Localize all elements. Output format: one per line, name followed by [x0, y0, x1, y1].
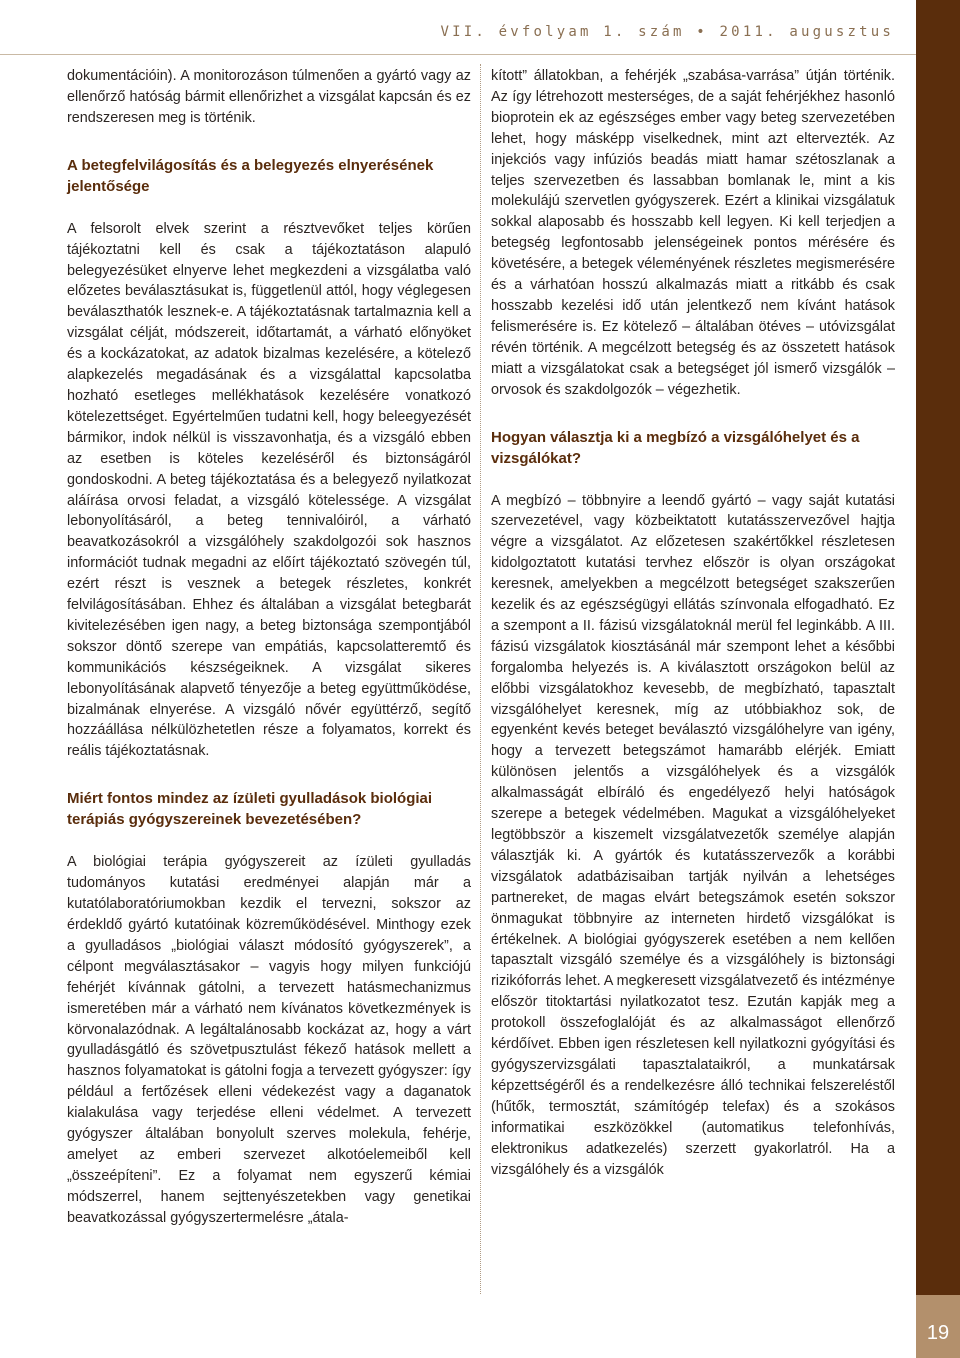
site-selection-paragraph: A megbízó – többnyire a leendő gyártó – vagy saját kutatási szervezetével, vagy közbeiktatott kutatásszervezővel hajtja végre a vizsgálatot. Az előzetesen szakértőkkel részletesen kidolgoztatott kutatási tervhez először is olyan országokat keresnek, amelyekben a megcélzott betegséget szakszerűen kezelik és az egészségügyi ellátás színvonala elfogadható. Ez a szempont a II. fázisú vizsgálatoknál merül fel leginkább. A III. fázisú vizsgálatok kiosztásánál már szempont lehet a későbbi forgalomba helyezés is. A kiválasztott országokon belül az előbbi vizsgálatokhoz kevesebb, de megbízható, tapasztalt vizsgálóhelyet keresnek, míg az utóbbiakhoz sok, de egyenként kevés beteget beválasztó vizsgálóhelyre van igény, hogy a tervezett betegszámot hamarább elérjék. Emiatt különösen jelentős a vizsgálóhelyek és a vizsgálók alkalmasságát elbíráló és engedélyező helyi hatóságok szerepe a betegek védelmében. Magukat a vizsgálóhelyeket legtöbbször a kiszemelt vizsgálatvezetők személye alapján választják ki. A gyártók és kutatásszervezők a korábbi vizsgálatok adatbázisaiban tartják nyilván a lehetséges partnereket, de magas elvárt betegszámok esetén sokszor önmagukat többnyire az interneten hirdető vizsgálókat is értékelnek. A biológiai gyógyszerek esetében a nem kellően tapasztalt vizsgáló személye és a vizsgálóhely is biztonsági rizikóforrás lehet. A megkeresett vizsgálatvezető és intézménye először titoktartási nyilatkozatot tesz. Ezután kapják meg a protokoll összefoglalóját és az alkalmasságot ellenőrző kérdőívet. Ebben igen részletesen kell nyilatkozni gyógyítási és gyógyszervizsgálati tapasztalataikról, a munkatársak képzettségéről és a rendelkezésre álló technikai felszereléstől (hűtők, termosztát, számítógép telefax) és a szokásos informatikai eszközökkel (automatikus telefonhívás, elektronikus adatkezelés) szerzett gyakorlatról. Ha a vizsgálóhely és a vizsgálók: [491, 492, 895, 1178]
section-heading-biologic: Miért fontos mindez az ízületi gyulladások biológiai terápiás gyógyszereinek bevezetésében?: [67, 790, 433, 829]
biologic-paragraph: A biológiai terápia gyógyszereit az ízületi gyulladás tudományos kutatási eredményei alapján már a kutatólaboratóriumokban kezdik el tervezni, sokszor az érdekldő gyártó kutatóinak közreműködésével. Minthogy ezek a gyulladásos „biológiai választ módosító gyógyszerek”, a célpont megválasztásakor – vagyis hogy milyen funkciójú fehérjét kívánnak gátolni, a tervezett hatásmechanizmus ismeretében már a várható nem kívánatos következmények is körvonalazódnak. A legáltalánosabb kockázat az, hogy a várt gyulladásgátló és szövetpusztulást fékező hatások mellett a hasznos folyamatokat is gátolni fogja a tervezett gyógyszer: így például a fertőzések elleni védekezést vagy a daganatok kialakulása vagy terjedése elleni védelmet. A tervezett gyógyszer általában bonyolult szerves molekula, fehérje, amelyet az emberi szervezet alkotóelemeiből kell „összeépíteni”. Ez a folyamat nem egyszerű kémiai módszerrel, hanem sejttenyészetekben vagy genetikai beavatkozással gyógyszertermelésre „átala-: [67, 854, 471, 1226]
section-heading-site-selection: Hogyan választja ki a megbízó a vizsgálóhelyet és a vizsgálókat?: [491, 428, 860, 467]
section-heading-consent: A betegfelvilágosítás és a belegyezés elnyerésének jelentősége: [67, 156, 434, 195]
consent-paragraph: A felsorolt elvek szerint a résztvevőket teljes körűen tájékoztatni kell és csak a tájékoztatáson alapuló belegyezésüket elnyerve lehet megkezdeni a vizsgálatba való előzetes beválasztásukat is, függetlenül attól, hogy véglegesen beválaszthatók lesznek-e. A tájékoztatásnak tartalmaznia kell a vizsgálat célját, módszereit, időtartamát, a várható előnyöket és a kockázatokat, az adatok bizalmas kezelésére, a kötelező alapkezelés megadásának és a vizsgálattal kapcsolatba hozható esetleges mellékhatások kezelésére vonatkozó kötelezettséget. Egyértelműen tudatni kell, hogy beleegyezését bármikor, indok nélkül is visszavonhatja, és a vizsgáló ebben az esetben is köteles kezeléséről és biztonságáról gondoskodni. A beteg tájékoztatása és a belegyező nyilatkozat aláírása orvosi feladat, a vizsgáló kötelessége. A vizsgálat lebonyolításáról, a beteg tennivalóiról, a várható beavatkozásokról a vizsgálóhely szakdolgozói sok hasznos információt tudnak megadni az előírt tájékoztató szövegén túl, ezért részt is vesznek a betegek részletes, konkrét felvilágosításában. Ehhez és általában a vizsgálat betegbarát kivitelezésében igen nagy, a beteg biztonsága szempontjából sokszor döntő szerepe van empátiás, kapcsolatteremtő és kommunikációs készségeiknek. A vizsgálat sikeres lebonyolításának alapvető tényezője a beteg együttműködése, bizalmának elnyerése. A vizsgáló nővér együttérző, segítő hozzáállása nélkülözhetetlen része a folyamatos, korrekt és reális tájékoztatásnak.: [67, 220, 471, 760]
left-column: [67, 66, 471, 1229]
column-divider: [480, 64, 481, 1294]
issue-header: VII. évfolyam 1. szám • 2011. augusztus: [440, 24, 894, 40]
intro-paragraph: dokumentációin). A monitorozáson túlmenően a gyártó vagy az ellenőrző hatóság bármit ellenőrizhet a vizsgálat kapcsán és ez rendszeresen meg is történik.: [67, 68, 471, 126]
page-number: 19: [926, 1322, 950, 1344]
side-color-bar: [916, 0, 960, 1295]
right-column: [491, 66, 895, 1180]
continued-paragraph: kított” állatokban, a fehérjék „szabása-varrása” útján történik. Az így létrehozott mesterséges, de a saját fehérjékhez hasonló bioprotein ek az egészséges ember vagy beteg szervezetében lehet, hogy másképp viselkednek, mint azt eltervezték. Az injekciós vagy infúziós beadás miatt hamar szétoszlanak a teljes szervezetben és lassabban bomlanak le, mint a kis molekulájú szervetlen gyógyszerek. Ezért a klinikai vizsgálatuk sokkal alaposabb és hosszabb kell legyen. Ki kell terjedjen a betegség legfontosabb jelenségeinek pontos mérésére és követésére, a betegek véleményének részletes megismerésére és a várhatóan hosszú alkalmazás miatt a ritkább és csak hosszabb kezelési idő után jelentkező nem kívánt hatások felismerésére is. Ez kötelező – általában ötéves – utóvizsgálat révén történik. A megcélzott betegség és az összetett hatások miatt a vizsgálatokat csak a betegséget jól ismerő vizsgálók – orvosok és szakdolgozók – végezhetik.: [491, 68, 895, 398]
